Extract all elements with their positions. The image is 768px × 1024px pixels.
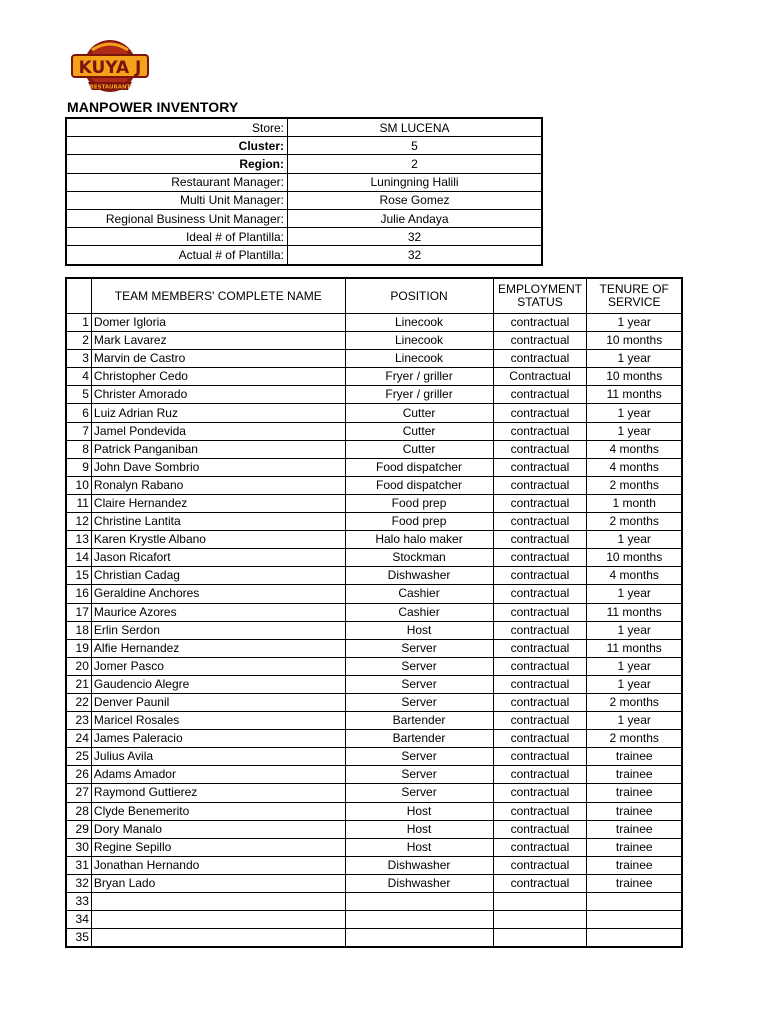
member-position: Dishwasher [345, 874, 493, 892]
employment-status: contractual [493, 440, 587, 458]
employment-status: contractual [493, 494, 587, 512]
table-row [66, 404, 682, 422]
tenure-of-service: 10 months [587, 368, 682, 386]
employment-status: Contractual [493, 368, 587, 386]
info-value: 32 [288, 246, 543, 265]
tenure-of-service: 10 months [587, 549, 682, 567]
member-name [91, 911, 345, 929]
row-number: 23 [66, 712, 91, 730]
row-number: 5 [66, 386, 91, 404]
member-position: Host [345, 621, 493, 639]
table-row [66, 766, 682, 784]
info-label: Multi Unit Manager: [66, 191, 288, 209]
row-number: 34 [66, 911, 91, 929]
header-position: POSITION [345, 278, 493, 314]
row-number: 4 [66, 368, 91, 386]
member-position: Food prep [345, 494, 493, 512]
member-position: Linecook [345, 314, 493, 332]
table-row [66, 893, 682, 911]
member-name: Domer Igloria [91, 314, 345, 332]
table-row [66, 784, 682, 802]
tenure-of-service: trainee [587, 748, 682, 766]
member-name: Karen Krystle Albano [91, 531, 345, 549]
table-row [66, 911, 682, 929]
member-position: Cutter [345, 440, 493, 458]
table-row [66, 838, 682, 856]
employment-status: contractual [493, 476, 587, 494]
table-row [66, 476, 682, 494]
row-number: 17 [66, 603, 91, 621]
employment-status: contractual [493, 802, 587, 820]
row-number: 28 [66, 802, 91, 820]
tenure-of-service: trainee [587, 856, 682, 874]
tenure-of-service: trainee [587, 802, 682, 820]
employment-status: contractual [493, 332, 587, 350]
tenure-of-service [587, 893, 682, 911]
row-number: 16 [66, 585, 91, 603]
member-name: John Dave Sombrio [91, 458, 345, 476]
tenure-of-service: 2 months [587, 476, 682, 494]
page-title: MANPOWER INVENTORY [67, 99, 239, 115]
member-name: Jamel Pondevida [91, 422, 345, 440]
table-row [66, 549, 682, 567]
employment-status: contractual [493, 639, 587, 657]
row-number: 6 [66, 404, 91, 422]
tenure-of-service: 1 year [587, 422, 682, 440]
tenure-of-service: trainee [587, 766, 682, 784]
info-row [66, 209, 542, 227]
member-name: Patrick Panganiban [91, 440, 345, 458]
table-row [66, 856, 682, 874]
table-row [66, 531, 682, 549]
header-row [66, 278, 682, 314]
member-position [345, 893, 493, 911]
employment-status: contractual [493, 730, 587, 748]
tenure-of-service: 4 months [587, 458, 682, 476]
member-name: Regine Sepillo [91, 838, 345, 856]
member-name: Clyde Benemerito [91, 802, 345, 820]
tenure-of-service: 4 months [587, 440, 682, 458]
table-row [66, 874, 682, 892]
table-row [66, 585, 682, 603]
employment-status: contractual [493, 458, 587, 476]
employment-status: contractual [493, 838, 587, 856]
employment-status: contractual [493, 820, 587, 838]
row-number: 29 [66, 820, 91, 838]
member-name: Christer Amorado [91, 386, 345, 404]
row-number: 10 [66, 476, 91, 494]
row-number: 8 [66, 440, 91, 458]
row-number: 9 [66, 458, 91, 476]
member-name: James Paleracio [91, 730, 345, 748]
logo-subtext: RESTAURANT [89, 84, 131, 91]
member-position: Dishwasher [345, 856, 493, 874]
row-number: 30 [66, 838, 91, 856]
member-position [345, 911, 493, 929]
info-label: Actual # of Plantilla: [66, 246, 288, 265]
row-number: 25 [66, 748, 91, 766]
table-row [66, 693, 682, 711]
table-row [66, 802, 682, 820]
row-number: 13 [66, 531, 91, 549]
info-value: Rose Gomez [288, 191, 543, 209]
row-number: 12 [66, 513, 91, 531]
tenure-of-service: 1 year [587, 712, 682, 730]
table-row [66, 820, 682, 838]
employment-status: contractual [493, 531, 587, 549]
member-name: Jonathan Hernando [91, 856, 345, 874]
tenure-of-service: 11 months [587, 386, 682, 404]
info-value: SM LUCENA [288, 118, 543, 137]
info-label: Restaurant Manager: [66, 173, 288, 191]
member-name: Erlin Serdon [91, 621, 345, 639]
row-number: 21 [66, 675, 91, 693]
tenure-of-service: 1 year [587, 350, 682, 368]
tenure-of-service: 1 month [587, 494, 682, 512]
tenure-of-service: trainee [587, 838, 682, 856]
member-position: Linecook [345, 350, 493, 368]
member-name [91, 929, 345, 948]
employment-status: contractual [493, 874, 587, 892]
tenure-of-service: 1 year [587, 675, 682, 693]
member-position: Fryer / griller [345, 368, 493, 386]
row-number: 27 [66, 784, 91, 802]
tenure-of-service: 1 year [587, 531, 682, 549]
member-position [345, 929, 493, 948]
header-employment-status: EMPLOYMENT STATUS [493, 278, 587, 314]
employment-status: contractual [493, 386, 587, 404]
employment-status: contractual [493, 657, 587, 675]
table-row [66, 675, 682, 693]
member-name: Maurice Azores [91, 603, 345, 621]
tenure-of-service: 2 months [587, 730, 682, 748]
info-row [66, 191, 542, 209]
row-number: 26 [66, 766, 91, 784]
tenure-of-service: trainee [587, 820, 682, 838]
table-row [66, 440, 682, 458]
member-position: Food prep [345, 513, 493, 531]
member-name: Adams Amador [91, 766, 345, 784]
info-row [66, 173, 542, 191]
table-row [66, 567, 682, 585]
member-name: Alfie Hernandez [91, 639, 345, 657]
tenure-of-service: 2 months [587, 693, 682, 711]
table-row [66, 350, 682, 368]
tenure-of-service [587, 911, 682, 929]
employment-status: contractual [493, 350, 587, 368]
tenure-of-service: 10 months [587, 332, 682, 350]
member-name: Jason Ricafort [91, 549, 345, 567]
table-row [66, 314, 682, 332]
tenure-of-service [587, 929, 682, 948]
member-name: Denver Paunil [91, 693, 345, 711]
row-number: 33 [66, 893, 91, 911]
employment-status: contractual [493, 314, 587, 332]
employment-status: contractual [493, 585, 587, 603]
row-number: 1 [66, 314, 91, 332]
employment-status: contractual [493, 748, 587, 766]
table-row [66, 513, 682, 531]
row-number: 7 [66, 422, 91, 440]
info-value: Julie Andaya [288, 209, 543, 227]
member-position: Bartender [345, 712, 493, 730]
tenure-of-service: 1 year [587, 657, 682, 675]
employment-status: contractual [493, 422, 587, 440]
header-tenure: TENURE OF SERVICE [587, 278, 682, 314]
member-name: Julius Avila [91, 748, 345, 766]
employment-status: contractual [493, 856, 587, 874]
tenure-of-service: 1 year [587, 621, 682, 639]
member-position: Host [345, 802, 493, 820]
row-number: 31 [66, 856, 91, 874]
employment-status [493, 893, 587, 911]
member-name: Geraldine Anchores [91, 585, 345, 603]
info-value: 2 [288, 155, 543, 173]
member-name: Jomer Pasco [91, 657, 345, 675]
tenure-of-service: 11 months [587, 603, 682, 621]
member-position: Host [345, 820, 493, 838]
employment-status: contractual [493, 784, 587, 802]
table-row [66, 712, 682, 730]
info-row [66, 228, 542, 246]
member-name: Mark Lavarez [91, 332, 345, 350]
employment-status: contractual [493, 513, 587, 531]
info-label: Region: [66, 155, 288, 173]
member-position: Halo halo maker [345, 531, 493, 549]
info-row [66, 118, 542, 137]
member-name: Gaudencio Alegre [91, 675, 345, 693]
info-label: Ideal # of Plantilla: [66, 228, 288, 246]
info-label: Cluster: [66, 137, 288, 155]
table-row [66, 603, 682, 621]
employment-status: contractual [493, 675, 587, 693]
member-position: Linecook [345, 332, 493, 350]
member-name: Dory Manalo [91, 820, 345, 838]
member-position: Server [345, 766, 493, 784]
member-name: Bryan Lado [91, 874, 345, 892]
member-position: Host [345, 838, 493, 856]
kuya-j-logo [70, 36, 150, 98]
table-row [66, 657, 682, 675]
row-number: 19 [66, 639, 91, 657]
member-position: Server [345, 657, 493, 675]
member-position: Server [345, 675, 493, 693]
row-number: 24 [66, 730, 91, 748]
member-name [91, 893, 345, 911]
row-number: 20 [66, 657, 91, 675]
tenure-of-service: 1 year [587, 314, 682, 332]
member-position: Cashier [345, 603, 493, 621]
info-row [66, 137, 542, 155]
info-row [66, 246, 542, 265]
table-row [66, 332, 682, 350]
table-row [66, 422, 682, 440]
member-position: Server [345, 639, 493, 657]
row-number: 3 [66, 350, 91, 368]
table-row [66, 929, 682, 948]
tenure-of-service: 4 months [587, 567, 682, 585]
employment-status: contractual [493, 621, 587, 639]
tenure-of-service: 1 year [587, 585, 682, 603]
member-name: Ronalyn Rabano [91, 476, 345, 494]
row-number: 11 [66, 494, 91, 512]
employment-status: contractual [493, 549, 587, 567]
employment-status: contractual [493, 404, 587, 422]
member-position: Food dispatcher [345, 476, 493, 494]
employment-status: contractual [493, 712, 587, 730]
row-number: 35 [66, 929, 91, 948]
member-name: Christopher Cedo [91, 368, 345, 386]
row-number: 2 [66, 332, 91, 350]
member-name: Christian Cadag [91, 567, 345, 585]
member-name: Marvin de Castro [91, 350, 345, 368]
table-row [66, 730, 682, 748]
member-position: Cashier [345, 585, 493, 603]
table-row [66, 458, 682, 476]
member-position: Bartender [345, 730, 493, 748]
table-row [66, 748, 682, 766]
tenure-of-service: trainee [587, 784, 682, 802]
employment-status: contractual [493, 567, 587, 585]
info-value: 5 [288, 137, 543, 155]
manpower-table [65, 277, 683, 948]
member-position: Cutter [345, 422, 493, 440]
table-row [66, 386, 682, 404]
tenure-of-service: 11 months [587, 639, 682, 657]
row-number: 15 [66, 567, 91, 585]
employment-status: contractual [493, 603, 587, 621]
member-name: Christine Lantita [91, 513, 345, 531]
info-label: Store: [66, 118, 288, 137]
row-number: 18 [66, 621, 91, 639]
member-position: Server [345, 784, 493, 802]
member-name: Claire Hernandez [91, 494, 345, 512]
employment-status [493, 911, 587, 929]
member-position: Food dispatcher [345, 458, 493, 476]
member-position: Stockman [345, 549, 493, 567]
employment-status: contractual [493, 693, 587, 711]
table-row [66, 494, 682, 512]
tenure-of-service: trainee [587, 874, 682, 892]
header-name: TEAM MEMBERS' COMPLETE NAME [91, 278, 345, 314]
member-name: Luiz Adrian Ruz [91, 404, 345, 422]
store-info-table [65, 117, 543, 266]
row-number: 22 [66, 693, 91, 711]
table-row [66, 621, 682, 639]
row-number: 32 [66, 874, 91, 892]
info-value: 32 [288, 228, 543, 246]
employment-status [493, 929, 587, 948]
member-position: Cutter [345, 404, 493, 422]
tenure-of-service: 2 months [587, 513, 682, 531]
member-position: Server [345, 693, 493, 711]
info-row [66, 155, 542, 173]
member-position: Server [345, 748, 493, 766]
table-row [66, 368, 682, 386]
row-number: 14 [66, 549, 91, 567]
member-position: Fryer / griller [345, 386, 493, 404]
logo-text: KUYA J [78, 58, 142, 78]
tenure-of-service: 1 year [587, 404, 682, 422]
header-number [66, 278, 91, 314]
info-value: Luningning Halili [288, 173, 543, 191]
table-row [66, 639, 682, 657]
info-label: Regional Business Unit Manager: [66, 209, 288, 227]
member-name: Raymond Guttierez [91, 784, 345, 802]
employment-status: contractual [493, 766, 587, 784]
member-position: Dishwasher [345, 567, 493, 585]
member-name: Maricel Rosales [91, 712, 345, 730]
